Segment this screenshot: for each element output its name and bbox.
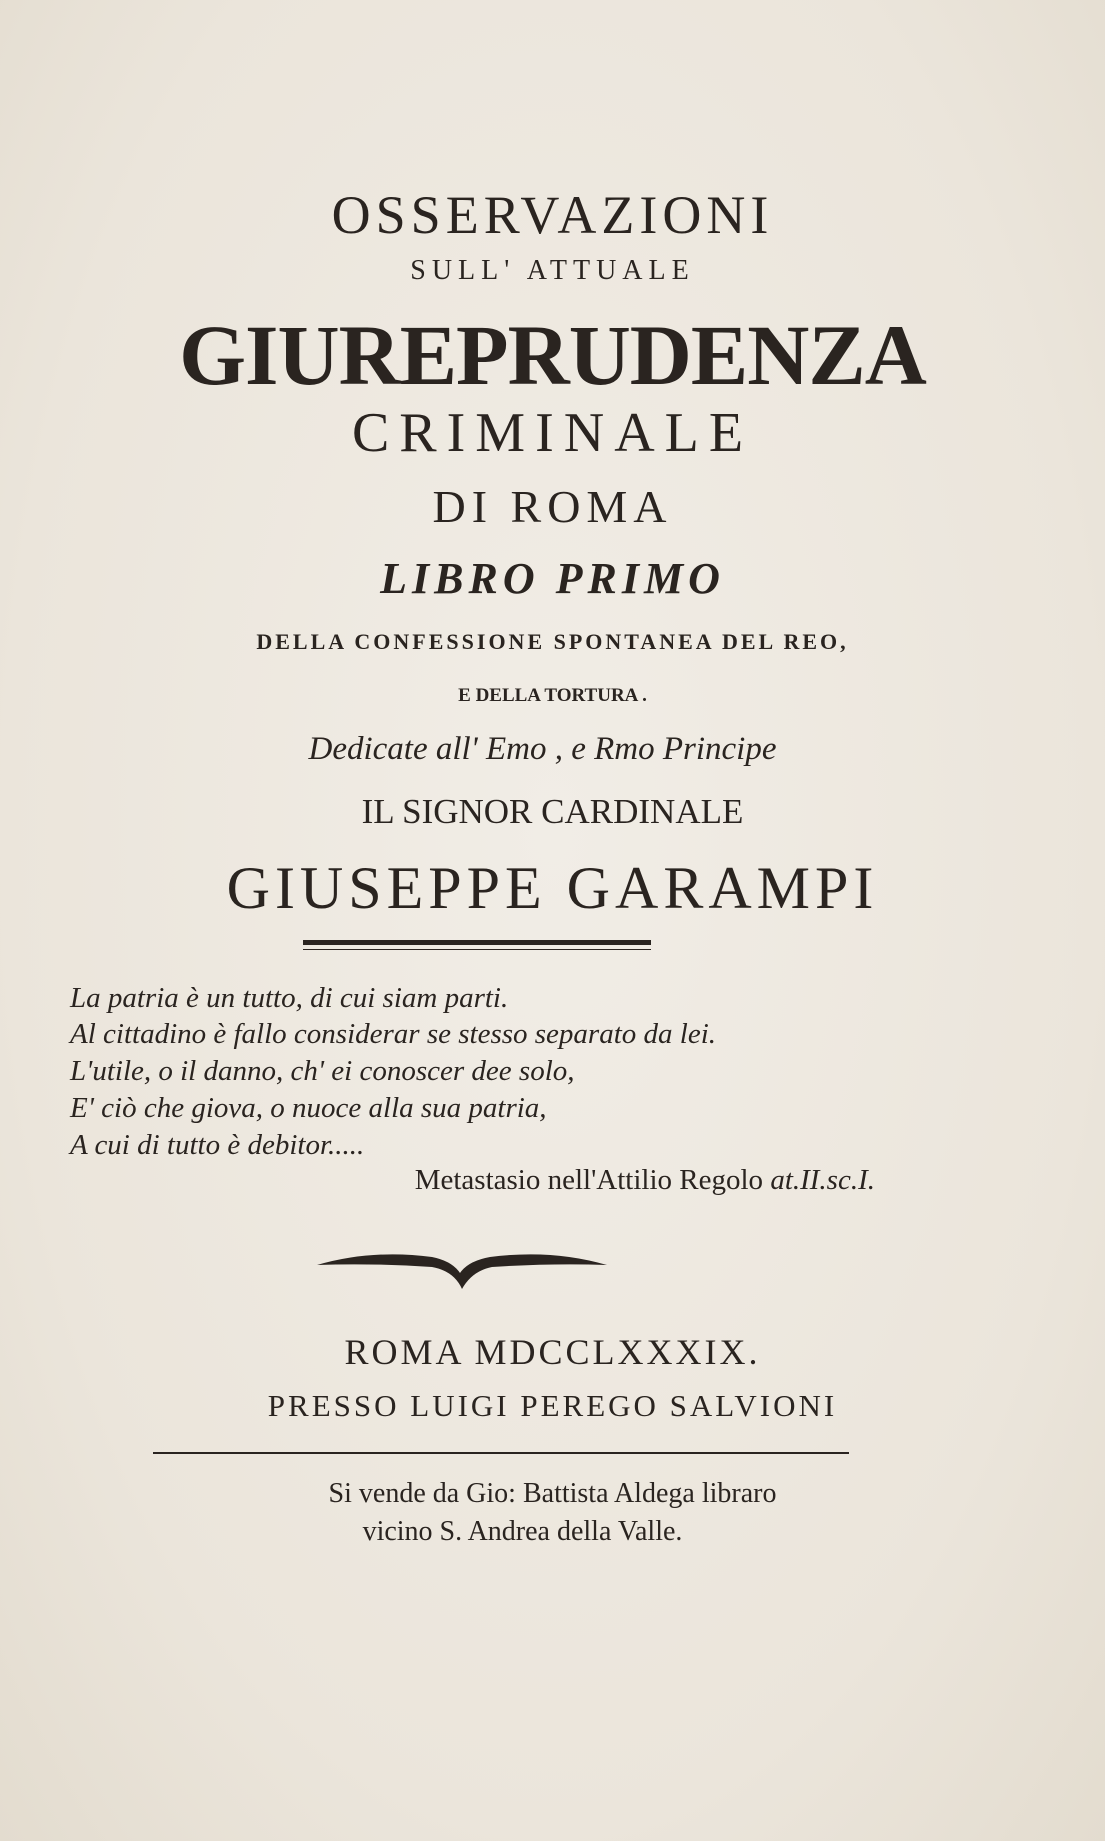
epigraph-line: A cui di tutto è debitor.....	[70, 1129, 365, 1161]
title-line-di-roma: DI ROMA	[432, 481, 673, 532]
divider-thin	[303, 949, 651, 950]
attribution-text: Metastasio nell'Attilio Regolo	[414, 1164, 764, 1196]
title-line-criminale: CRIMINALE	[351, 402, 754, 464]
subject-line-1: DELLA CONFESSIONE SPONTANEA DEL REO,	[256, 629, 849, 654]
title-line-giureprudenza: GIUREPRUDENZA	[179, 307, 926, 403]
imprint-place-date: ROMA MDCCLXXXIX.	[344, 1332, 761, 1372]
epigraph-line: Al cittadino è fallo considerar se stesso separato da lei.	[70, 1018, 717, 1050]
epigraph-line: E' ciò che giova, o nuoce alla sua patria,	[70, 1092, 547, 1124]
divider-thick	[303, 940, 651, 945]
subject-line-2: E DELLA TORTURA .	[458, 685, 647, 706]
epigraph-line: L'utile, o il danno, ch' ei conoscer dee solo,	[70, 1055, 575, 1087]
dedication-title: IL SIGNOR CARDINALE	[361, 792, 744, 831]
title-line-sull-attuale: SULL' ATTUALE	[410, 255, 695, 286]
imprint-printer: PRESSO LUIGI PEREGO SALVIONI	[267, 1388, 838, 1423]
dedicatee-name: GIUSEPPE GARAMPI	[226, 855, 879, 921]
book-heading: LIBRO PRIMO	[380, 554, 725, 603]
epigraph-line: La patria è un tutto, di cui siam parti.	[70, 982, 509, 1014]
imprint-rule	[153, 1452, 849, 1454]
title-line-osservazioni: OSSERVAZIONI	[331, 185, 774, 245]
seller-line-2: vicino S. Andrea della Valle.	[362, 1516, 683, 1547]
dedication-line: Dedicate all' Emo , e Rmo Principe	[308, 731, 777, 767]
ornament-icon	[312, 1243, 612, 1293]
epigraph-attribution	[415, 1166, 875, 1195]
attribution-reference: at.II.sc.I.	[770, 1164, 875, 1196]
seller-line-1: Si vende da Gio: Battista Aldega libraro	[328, 1478, 777, 1509]
